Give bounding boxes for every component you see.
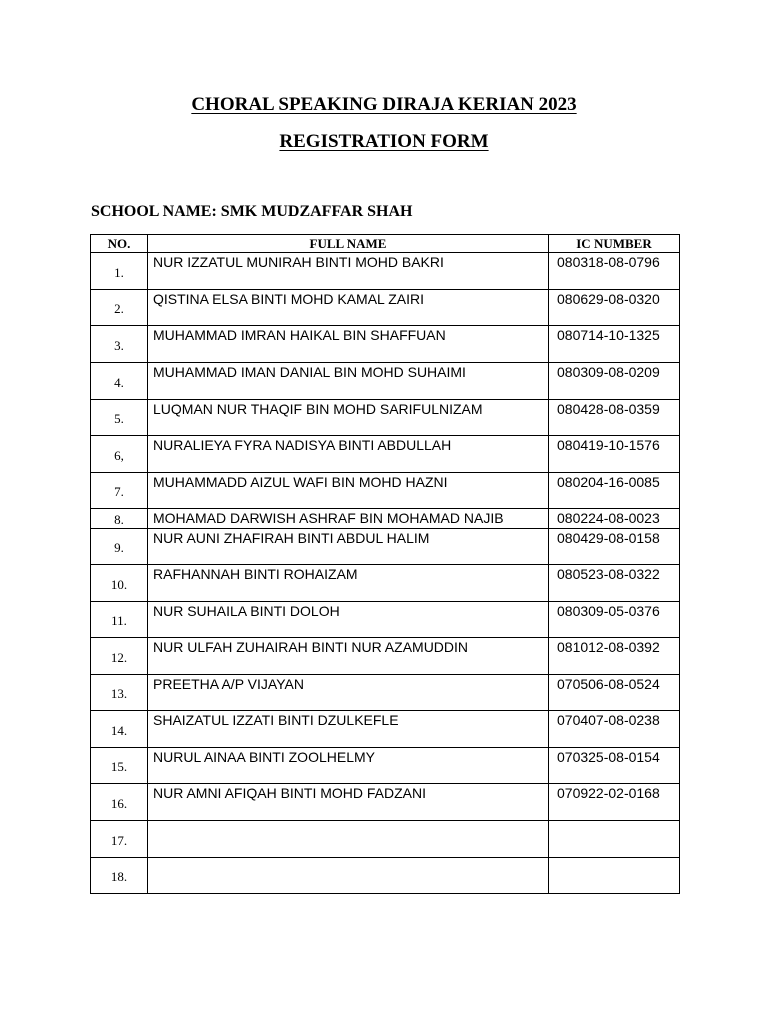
full-name-cell: RAFHANNAH BINTI ROHAIZAM (148, 565, 549, 602)
ic-number-cell: 070325-08-0154 (549, 748, 680, 784)
row-number-cell: 6, (91, 436, 148, 473)
ic-number-cell: 070506-08-0524 (549, 675, 680, 711)
ic-number-cell: 080224-08-0023 (549, 509, 680, 529)
full-name-cell: NUR AMNI AFIQAH BINTI MOHD FADZANI (148, 784, 549, 821)
table-row (91, 363, 680, 400)
full-name-cell: PREETHA A/P VIJAYAN (148, 675, 549, 711)
form-subtitle-text: REGISTRATION FORM (279, 131, 489, 152)
table-row (91, 748, 680, 784)
full-name-cell (148, 858, 549, 894)
ic-number-cell: 080204-16-0085 (549, 473, 680, 509)
table-row (91, 784, 680, 821)
ic-number-cell: 080629-08-0320 (549, 290, 680, 326)
full-name-cell: NUR IZZATUL MUNIRAH BINTI MOHD BAKRI (148, 253, 549, 290)
full-name-cell: SHAIZATUL IZZATI BINTI DZULKEFLE (148, 711, 549, 748)
table-row (91, 253, 680, 290)
full-name-cell (148, 821, 549, 858)
ic-number-cell: 080429-08-0158 (549, 529, 680, 565)
full-name-cell: LUQMAN NUR THAQIF BIN MOHD SARIFULNIZAM (148, 400, 549, 436)
row-number-cell: 16. (91, 784, 148, 821)
table-header-row (91, 235, 680, 253)
column-header-no: NO. (91, 235, 148, 253)
table-row (91, 638, 680, 675)
full-name-cell: MUHAMMAD IMAN DANIAL BIN MOHD SUHAIMI (148, 363, 549, 400)
ic-number-cell: 070922-02-0168 (549, 784, 680, 821)
form-title-text: CHORAL SPEAKING DIRAJA KERIAN 2023 (191, 94, 577, 115)
table-row (91, 565, 680, 602)
full-name-cell: NUR SUHAILA BINTI DOLOH (148, 602, 549, 638)
row-number-cell: 5. (91, 400, 148, 436)
full-name-cell: NUR ULFAH ZUHAIRAH BINTI NUR AZAMUDDIN (148, 638, 549, 675)
table-row (91, 529, 680, 565)
table-row (91, 326, 680, 363)
full-name-cell: MOHAMAD DARWISH ASHRAF BIN MOHAMAD NAJIB (148, 509, 549, 529)
ic-number-cell: 080318-08-0796 (549, 253, 680, 290)
row-number-cell: 10. (91, 565, 148, 602)
ic-number-cell: 081012-08-0392 (549, 638, 680, 675)
table-row (91, 711, 680, 748)
row-number-cell: 2. (91, 290, 148, 326)
table-row (91, 473, 680, 509)
row-number-cell: 18. (91, 858, 148, 894)
ic-number-cell: 070407-08-0238 (549, 711, 680, 748)
row-number-cell: 8. (91, 509, 148, 529)
full-name-cell: NURALIEYA FYRA NADISYA BINTI ABDULLAH (148, 436, 549, 473)
full-name-cell: NUR AUNI ZHAFIRAH BINTI ABDUL HALIM (148, 529, 549, 565)
table-row (91, 400, 680, 436)
row-number-cell: 13. (91, 675, 148, 711)
ic-number-cell: 080714-10-1325 (549, 326, 680, 363)
row-number-cell: 9. (91, 529, 148, 565)
ic-number-cell: 080309-08-0209 (549, 363, 680, 400)
row-number-cell: 17. (91, 821, 148, 858)
table-row (91, 509, 680, 529)
table-row (91, 821, 680, 858)
row-number-cell: 7. (91, 473, 148, 509)
row-number-cell: 14. (91, 711, 148, 748)
full-name-cell: NURUL AINAA BINTI ZOOLHELMY (148, 748, 549, 784)
ic-number-cell: 080428-08-0359 (549, 400, 680, 436)
row-number-cell: 12. (91, 638, 148, 675)
table-row (91, 858, 680, 894)
ic-number-cell: 080309-05-0376 (549, 602, 680, 638)
table-row (91, 290, 680, 326)
column-header-ic-number: IC NUMBER (549, 235, 680, 253)
table-row (91, 675, 680, 711)
column-header-full-name: FULL NAME (148, 235, 549, 253)
full-name-cell: MUHAMMADD AIZUL WAFI BIN MOHD HAZNI (148, 473, 549, 509)
school-name-line: SCHOOL NAME: SMK MUDZAFFAR SHAH (91, 203, 413, 220)
ic-number-cell (549, 858, 680, 894)
table-row (91, 436, 680, 473)
ic-number-cell: 080523-08-0322 (549, 565, 680, 602)
row-number-cell: 1. (91, 253, 148, 290)
row-number-cell: 11. (91, 602, 148, 638)
form-subtitle (0, 131, 768, 153)
form-title (0, 94, 768, 116)
ic-number-cell (549, 821, 680, 858)
row-number-cell: 4. (91, 363, 148, 400)
registration-table (90, 234, 680, 894)
row-number-cell: 15. (91, 748, 148, 784)
full-name-cell: MUHAMMAD IMRAN HAIKAL BIN SHAFFUAN (148, 326, 549, 363)
table-row (91, 602, 680, 638)
ic-number-cell: 080419-10-1576 (549, 436, 680, 473)
full-name-cell: QISTINA ELSA BINTI MOHD KAMAL ZAIRI (148, 290, 549, 326)
row-number-cell: 3. (91, 326, 148, 363)
